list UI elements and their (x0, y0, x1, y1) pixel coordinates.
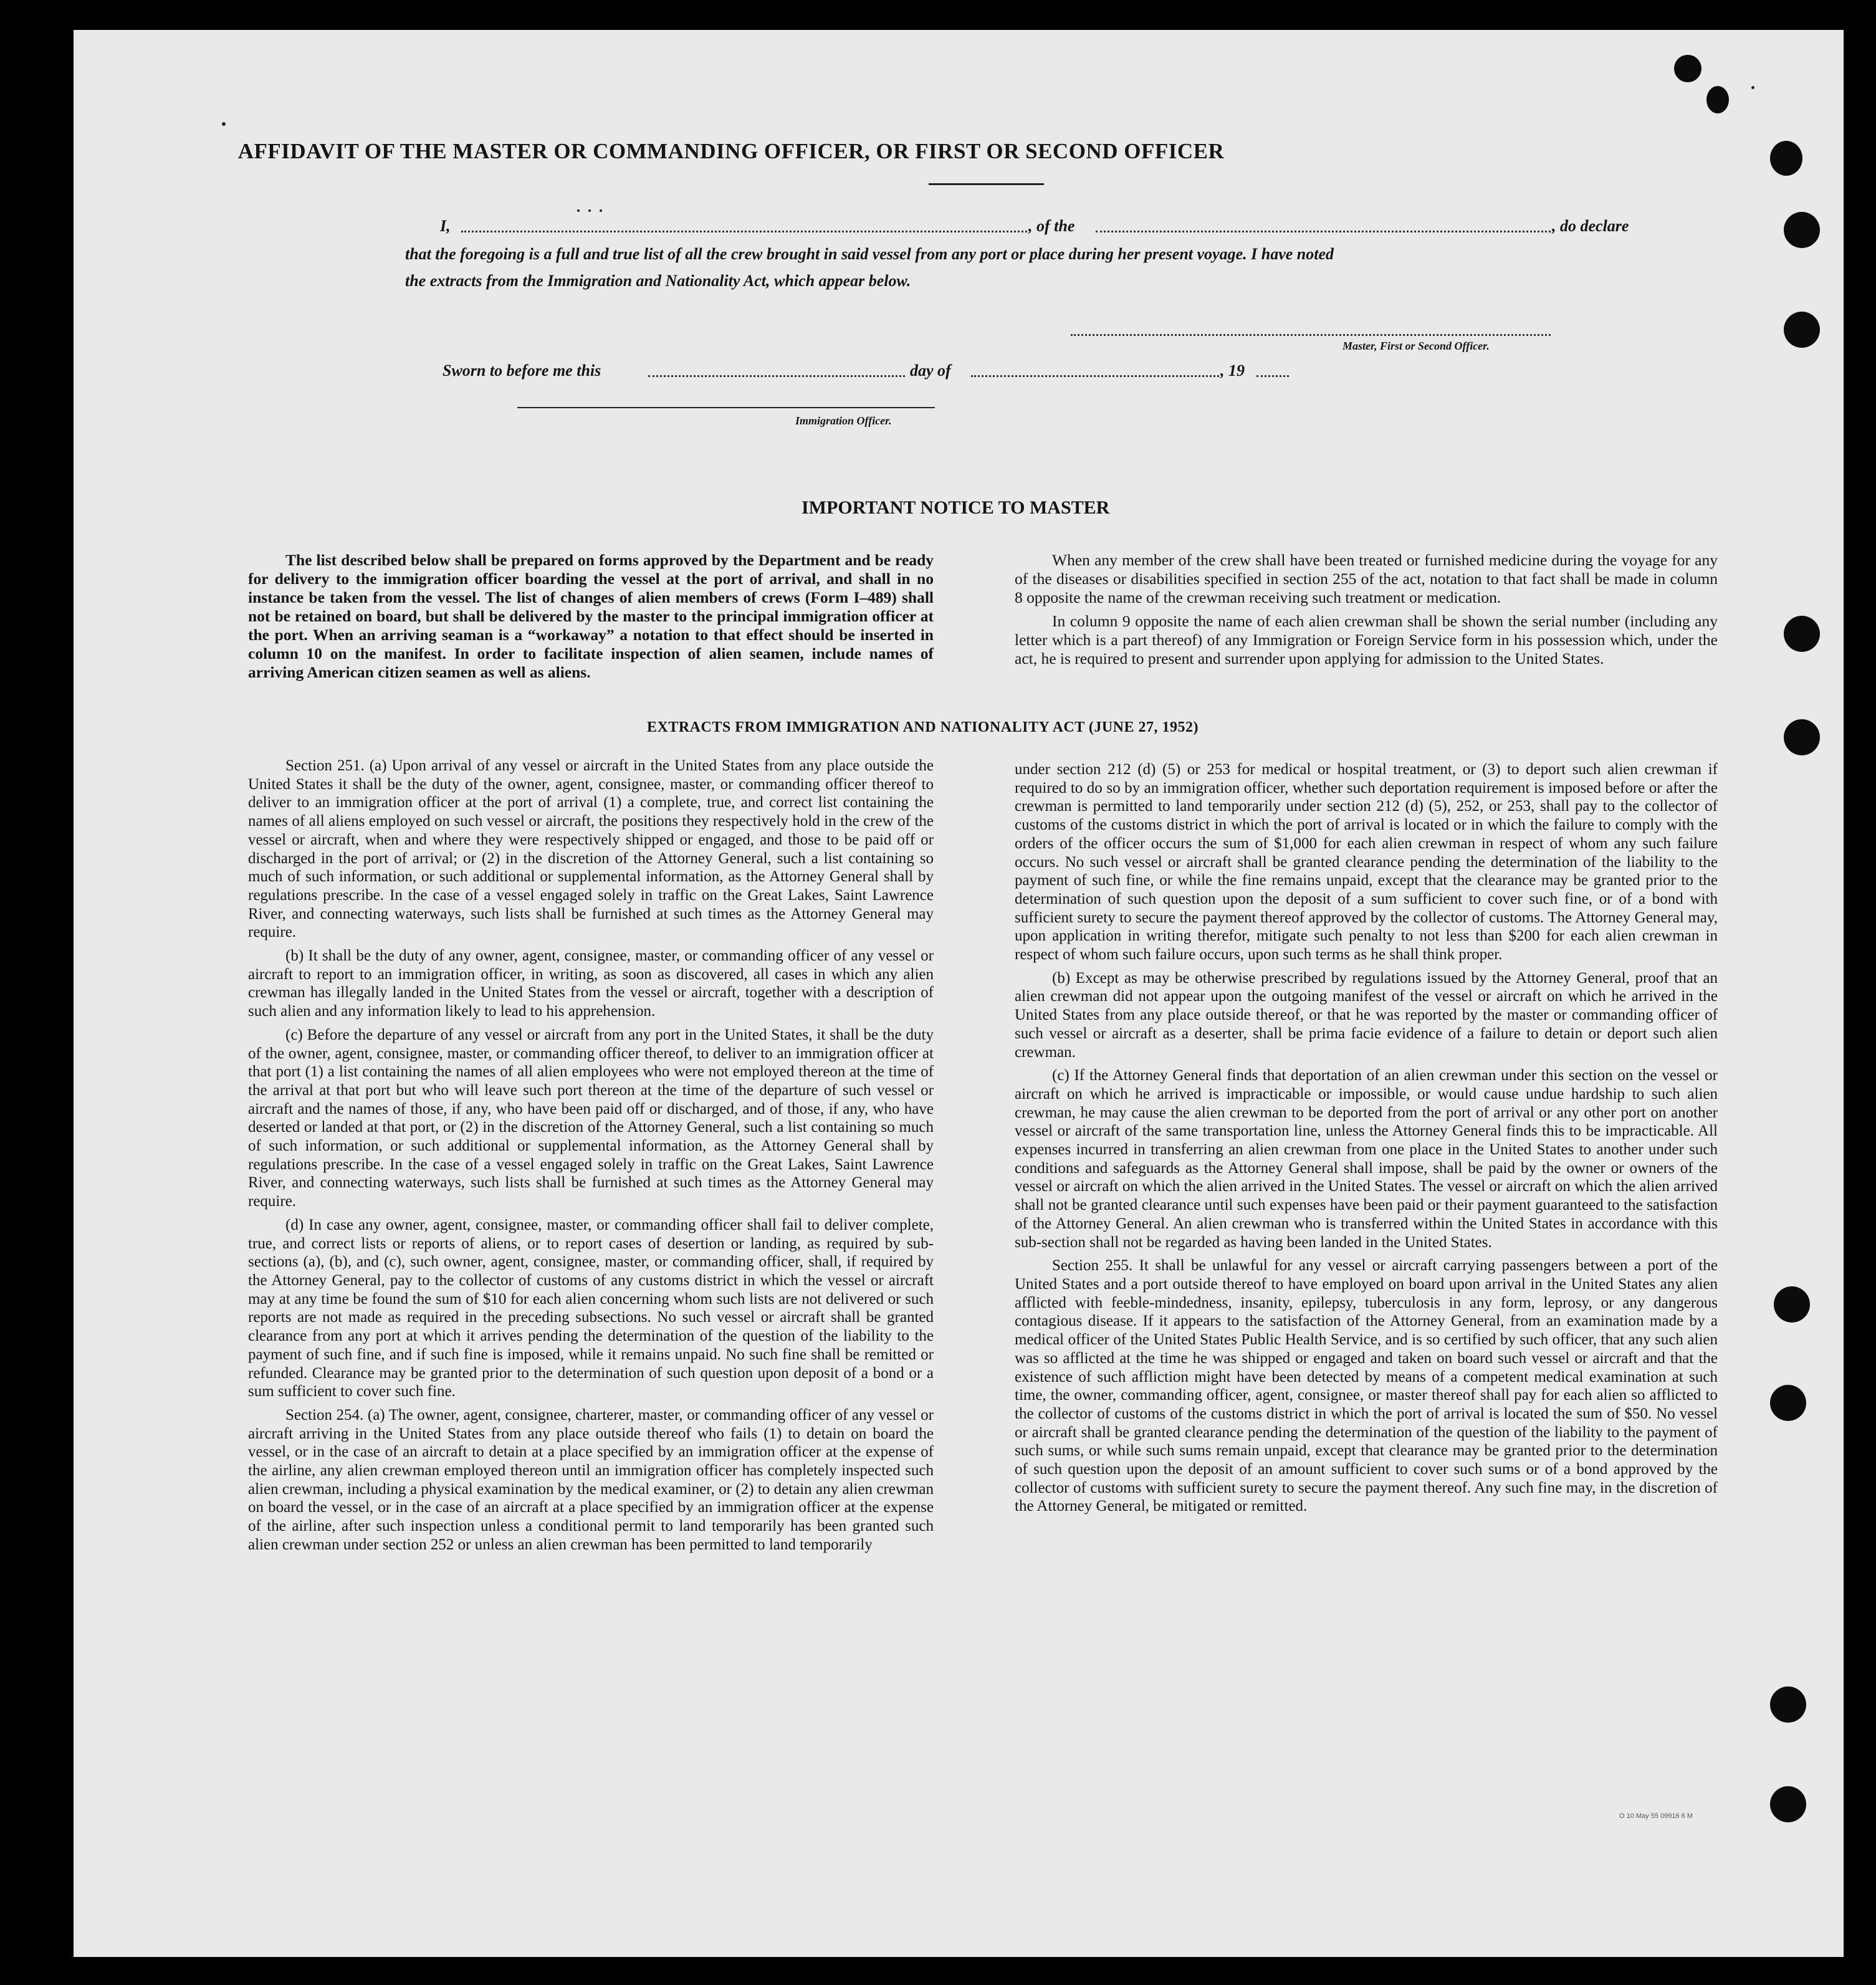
speck (588, 209, 591, 212)
extracts-right-column (1015, 760, 1718, 1521)
speck (222, 122, 226, 126)
section-254c: (c) If the Attorney General finds that deportation of an alien crewman under this section on the vessel or aircraft on which he arrived is impracticable or impossible, or would cause undue hardship to such alien crewman, he may cause the alien crewman to be deported from the port of arrival or any other port on another vessel or aircraft of the same transportation line, unless the Attorney General finds this to be impracticable. All expenses incurred in transferring an alien crewman from one place in the United States to another under such conditions and safeguards as the Attorney General shall impose, shall be paid by the owner or owners of the vessel or aircraft on which the alien arrived in the United States. The vessel or aircraft on which the alien arrived shall not be granted clearance until such expenses have been paid or their payment guaranteed to the satisfaction of the Attorney General. An alien crewman who is transferred within the United States in accordance with this sub-section shall not be regarded as having been landed in the United States. (1015, 1067, 1718, 1251)
declaration-line-1: that the foregoing is a full and true list of all the crew brought in said vessel from any port or place during her present voyage. I have noted (405, 245, 1334, 263)
print-code: O 10 May 55 09916 6 M (1619, 1812, 1693, 1820)
punch-hole (1770, 1786, 1806, 1822)
year-label: , 19 (1220, 361, 1245, 380)
sworn-label: Sworn to before me this (443, 361, 601, 380)
notice-left-paragraph: The list described below shall be prepared on forms approved by the Department and be ready for delivery to the immigration officer boarding the vessel at the port of arrival, and shall in no instance be taken from the vessel. The list of changes of alien members of crews (Form I–489) shall not be retained on board, but shall be delivered by the master to the principal immigration officer at the port. When an arriving seaman is a “workaway” a notation to that effect should be inserted in column 10 on the manifest. In order to facilitate inspection of alien seamen, include names of arriving American citizen seamen as well as aliens. (248, 551, 934, 681)
notice-right-paragraph-2: In column 9 opposite the name of each alien crewman shall be shown the serial number (including any letter which is a part thereof) of any Immigration or Foreign Service form in his possession which, under the act, he is required to present and surrender upon applying for admission to the United States. (1015, 612, 1718, 667)
sworn-day-line[interactable] (648, 375, 905, 377)
punch-hole (1784, 312, 1820, 348)
speck (1751, 86, 1754, 89)
speck (577, 209, 580, 212)
vessel-label: , of the (1028, 217, 1075, 235)
punch-hole (1784, 719, 1820, 755)
punch-hole (1784, 616, 1820, 652)
section-254a-continued: under section 212 (d) (5) or 253 for medical or hospital treatment, or (3) to deport such alien crewman if required to do so by an immigration officer, whether such deportation requirement is imposed before or after the crewman is permitted to land temporarily under section 212 (d) (5), 252, or 253, shall pay to the collector of customs of the customs district in which the port of arrival is located or in which the failure to comply with the orders of the officer occurs the sum of $1,000 for each alien crewman in respect of whom any such failure occurs. No such vessel or aircraft shall be granted clearance pending the determination of the liability to the payment of such fine, or while the fine remains unpaid, except that the clearance may be granted prior to the determination of such question upon the deposit of a sum sufficient to cover such fine, or of a bond with sufficient surety to secure the payment thereof approved by the collector of customs. The Attorney General may, upon application in writing therefor, mitigate such penalty to not less than $200 for each alien crewman in respect of whom such failure occurs, upon such terms as he shall think proper. (1015, 761, 1718, 964)
master-signature-line[interactable] (1071, 334, 1551, 336)
declaration-line-2: the extracts from the Immigration and Nationality Act, which appear below. (405, 272, 911, 290)
extracts-left-column (248, 757, 934, 1559)
notice-title: IMPORTANT NOTICE TO MASTER (802, 497, 1110, 518)
officer-signature-caption: Immigration Officer. (795, 414, 892, 427)
punch-hole (1770, 1686, 1806, 1723)
section-254a: Section 254. (a) The owner, agent, consignee, charterer, master, or commanding officer of any vessel or aircraft arriving in the United States from any place outside thereof who fails (1) to detain on board the vessel, or in the case of an aircraft to detain at a place specified by an immigration officer at the expense of the airline, any alien crewman employed thereon until an immigration officer has completely inspected such alien crewman, including a physical examination by the medical examiner, or (2) to detain any alien crewman on board the vessel, or in the case of an aircraft at a place specified by an immigration officer at the expense of the airline, after such inspection unless a conditional permit to land temporarily has been granted such alien crewman under section 252 or unless an alien crewman has been permitted to land temporarily (248, 1406, 934, 1553)
section-254b: (b) Except as may be otherwise prescribed by regulations issued by the Attorney General, proof that an alien crewman did not appear upon the outgoing manifest of the vessel or aircraft on which he arrived in the United States from any place outside thereof, or that he was reported by the master or commanding officer of such vessel or aircraft as a deserter, shall be prima facie evidence of a failure to detain or deport such alien crewman. (1015, 969, 1718, 1061)
punch-hole (1784, 212, 1820, 248)
vessel-name-line[interactable] (1096, 231, 1551, 232)
punch-hole (1706, 86, 1729, 113)
notice-right-paragraph-1: When any member of the crew shall have been treated or furnished medicine during the voyage for any of the diseases or disabilities specified in section 255 of the act, notation to that fact shall be made in column 8 opposite the name of the crewman receiving such treatment or medication. (1015, 551, 1718, 606)
declarant-name-line[interactable] (461, 231, 1027, 232)
section-251c: (c) Before the departure of any vessel or aircraft from any port in the United States, it shall be the duty of the owner, agent, consignee, master, or commanding officer thereof, to deliver to an immigration officer at that port (1) a list containing the names of all alien employees who were not employed thereon at the time of the arrival at that port but who will leave such port thereon at the time of the departure of such vessel or aircraft and the names of those, if any, who have been paid off or discharged, and of those, if any, who have deserted or landed at that port, or (2) in the discretion of the Attorney General, such a list containing so much of such information, or such additional or supplemental information, as the Attorney General shall by regulations prescribe. In the case of a vessel engaged solely in traffic on the Great Lakes, Saint Lawrence River, and connecting waterways, such lists shall be furnished at such times as the Attorney General may require. (248, 1026, 934, 1210)
sworn-year-line[interactable] (1256, 375, 1289, 377)
speck (600, 209, 602, 212)
section-251d: (d) In case any owner, agent, consignee, master, or commanding officer shall fail to deliver complete, true, and correct lists or reports of aliens, or to report cases of desertion or landing, as required by sub-sections (a), (b), and (c), such owner, agent, consignee, master, or commanding officer, shall, if required by the Attorney General, pay to the collector of customs of any customs district in which the vessel or aircraft may at any time be found the sum of $10 for each alien concerning whom such lists are not delivered or such reports are not made as required in the preceding subsections. No such vessel or aircraft shall be granted clearance from any port at which it arrives pending the determination of the question of the liability to the payment of such fine, and if such fine is imposed, while it remains unpaid. No such fine shall be remitted or refunded. Clearance may be granted prior to the determination of such question upon deposit of a bond or a sum sufficient to cover such fine. (248, 1216, 934, 1400)
master-signature-caption: Master, First or Second Officer. (1342, 340, 1490, 352)
officer-signature-line[interactable] (517, 407, 935, 408)
extracts-title: EXTRACTS FROM IMMIGRATION AND NATIONALITY ACT (JUNE 27, 1952) (647, 719, 1199, 735)
affidavit-title: AFFIDAVIT OF THE MASTER OR COMMANDING OFFICER, OR FIRST OR SECOND OFFICER (237, 139, 1225, 163)
declarant-label: I, (440, 217, 451, 235)
punch-hole (1770, 1385, 1806, 1421)
document-page (74, 30, 1844, 1957)
notice-right-column (1015, 551, 1718, 673)
sworn-month-line[interactable] (971, 375, 1219, 377)
do-declare-label: , do declare (1552, 217, 1629, 235)
section-255: Section 255. It shall be unlawful for any vessel or aircraft carrying passengers between a port of the United States and a port outside thereof to have employed on board upon arrival in the United States any alien afflicted with feeble-mindedness, insanity, epilepsy, tuberculosis in any form, leprosy, or any dangerous contagious disease. If it appears to the satisfaction of the Attorney General, from an examination made by a medical officer of the United States Public Health Service, and is so certified by such officer, that any such alien was so afflicted at the time he was shipped or engaged and taken on board such vessel or aircraft and that the existence of such affliction might have been detected by means of a competent medical examination at such time, the owner, commanding officer, agent, consignee, or master thereof shall pay for each alien so afflicted to the collector of customs of the customs district in which the port of arrival is located the sum of $50. No vessel or aircraft shall be granted clearance pending the determination of the question of the liability to the payment of such sums, or while such sums remain unpaid, except that clearance may be granted prior to the determination of such question upon the deposit of an amount sufficient to cover such sums or of a bond approved by the collector of customs with sufficient surety to secure the payment thereof. Any such fine may, in the discretion of the Attorney General, be mitigated or remitted. (1015, 1257, 1718, 1515)
punch-hole (1674, 55, 1701, 82)
section-251b: (b) It shall be the duty of any owner, agent, consignee, master, or commanding officer of any vessel or aircraft to report to an immigration officer, in writing, as soon as discovered, all cases in which any alien crewman has illegally landed in the United States from the vessel or aircraft, together with a description of such alien and any information likely to lead to his apprehension. (248, 947, 934, 1020)
day-of-label: day of (910, 361, 951, 380)
punch-hole (1774, 1286, 1810, 1323)
title-underline (929, 183, 1044, 185)
notice-left-column (248, 551, 934, 687)
punch-hole (1770, 141, 1802, 176)
section-251a: Section 251. (a) Upon arrival of any vessel or aircraft in the United States from any place outside the United States it shall be the duty of the owner, agent, consignee, master, or commanding officer thereof to deliver to an immigration officer at the port of arrival (1) a complete, true, and correct list containing the names of all aliens employed on such vessel or aircraft, the positions they respectively hold in the crew of the vessel or aircraft, when and where they were respectively shipped or engaged, and those to be paid off or discharged in the port of arrival; or (2) in the discretion of the Attorney General, such a list containing so much of such information, or such additional or supplemental information, as the Attorney General shall by regulations prescribe. In the case of a vessel engaged solely in traffic on the Great Lakes, Saint Lawrence River, and connecting waterways, such lists shall be furnished at such times as the Attorney General may require. (248, 757, 934, 941)
